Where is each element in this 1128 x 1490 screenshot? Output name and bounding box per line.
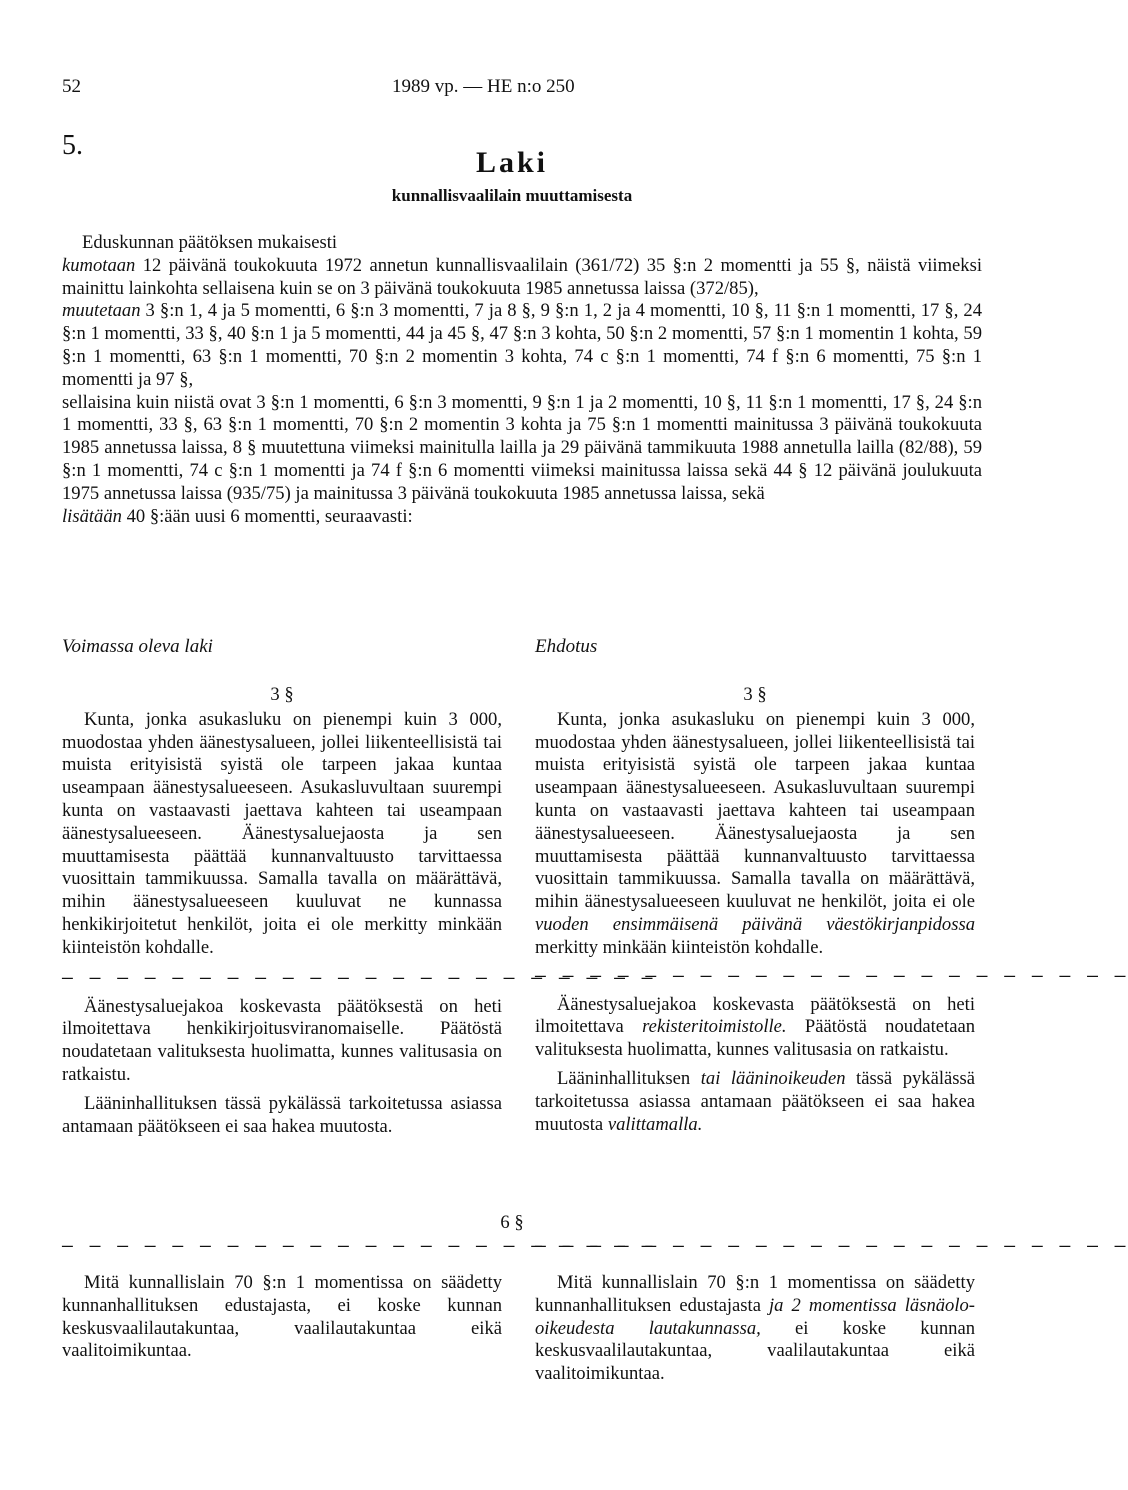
amend-clause xyxy=(62,300,982,391)
section-heading: 6 § xyxy=(500,1212,524,1233)
page-number: 52 xyxy=(62,76,81,97)
text: Kunta, jonka asukasluku on pienempi kuin 3 000, muodostaa yhden äänestysalueen, jollei liikenteellisistä tai muista erityisistä syistä ole tarpeen jakaa kuntaa useampaan äänestysalueeseen. Asukasluvultaan suurempi kunta on vastaavasti jaettava kahteen tai useampaan äänestysalueeseen. Äänestysaluejaosta ja sen muuttamisesta päättää kunnanvaltuusto tarvittaessa vuosittain tammikuussa. Samalla tavalla on määrättävä, mihin äänestysalueeseen kuuluvat ne henkilöt, joita ei ole xyxy=(535,708,975,913)
text: merkitty minkään kiinteistön kohdalle. xyxy=(535,936,824,958)
left-column-sec6 xyxy=(62,1236,656,1369)
amended-text: tai lääninoikeuden xyxy=(700,1067,846,1089)
omission-dashes: — — — — — — — — — — — — — — — — — — — — — — xyxy=(62,1237,656,1257)
law-subtitle: kunnallisvaalilain muuttamisesta xyxy=(391,186,633,205)
paragraph: Äänestysaluejakoa koskevasta päätöksestä on heti ilmoitettava henkikirjoitusviranomaiselle. Päätöstä noudatetaan valituksesta huolimatta, kunnes valitusasia on ratkaistu. xyxy=(62,995,502,1085)
right-column-heading: Ehdotus xyxy=(535,636,598,657)
section-heading: 3 § xyxy=(743,684,767,705)
omission-dashes: — — — — — — — — — — — — — — — — — — — — — — xyxy=(535,966,1128,987)
left-column-heading: Voimassa oleva laki xyxy=(62,636,213,657)
right-column-sec6 xyxy=(535,1236,1128,1392)
text: tässä pykälässä tarkoitetussa asiassa antamaan päätökseen ei saa hakea muutosta xyxy=(535,1067,975,1135)
omission-dashes: — — — — — — — — — — — — — — — — — — — — — — xyxy=(535,1237,1128,1257)
addition-keyword: lisätään xyxy=(62,505,122,527)
paragraph xyxy=(535,1272,975,1386)
repeal-keyword: kumotaan xyxy=(62,254,136,276)
amend-text: 3 §:n 1, 4 ja 5 momentti, 6 §:n 3 momentti, 7 ja 8 §, 9 §:n 1, 2 ja 4 momentti, 10 §, 11 §:n 1 momentti, 17 §, 24 §:n 1 momentti, 33 §, 40 §:n 1 ja 5 momentti, 44 ja 45 §, 47 §:n 3 kohta, 50 §:n 2 momentti, 57 §:n 1 momentin 1 kohta, 59 §:n 1 momentti, 63 §:n 1 momentti, 70 §:n 2 momentin 3 kohta, 74 c §:n 1 momentti, 74 f §:n 6 momentti, 75 §:n 1 momentti ja 97 §, xyxy=(62,300,982,390)
amended-text: valittamalla. xyxy=(607,1113,703,1135)
law-title: Laki xyxy=(475,146,549,179)
amend-keyword: muutetaan xyxy=(62,300,141,322)
enactment-clause xyxy=(62,232,982,528)
as-amended-clause: sellaisina kuin niistä ovat 3 §:n 1 momentti, 6 §:n 3 momentti, 9 §:n 1 ja 2 momentti, 10 §, 11 §:n 1 momentti, 17 §, 24 §:n 1 momentti, 33 §, 63 §:n 1 momentti, 70 §:n 2 momentin 3 kohta ja 75 §:n 1 momentti mainitussa 3 päivänä toukokuuta 1985 annetussa laissa, 8 § muutettuna viimeksi mainitulla lailla ja 29 päivänä tammikuuta 1988 annetulla lailla (82/88), 59 §:n 1 momentti, 74 c §:n 1 momentti ja 74 f §:n 6 momentti viimeksi mainitussa laissa sekä 44 § 12 päivänä joulukuuta 1975 annetussa laissa (935/75) ja mainitussa 3 päivänä toukokuuta 1985 annetussa laissa, sekä xyxy=(62,391,982,504)
document-reference: 1989 vp. — HE n:o 250 xyxy=(392,76,575,97)
paragraph: Mitä kunnallislain 70 §:n 1 momentissa on säädetty kunnanhallituksen edustajasta, ei koske kunnan keskusvaalilautakuntaa, vaalilautakuntaa eikä vaalitoimikuntaa. xyxy=(62,1272,502,1362)
addition-text: 40 §:ään uusi 6 momentti, seuraavasti: xyxy=(121,505,413,527)
amended-text: vuoden ensimmäisenä päivänä väestökirjanpidossa xyxy=(535,913,975,935)
section-heading: 3 § xyxy=(270,684,294,705)
amended-text: ja 2 momentissa läsnäolo-oikeudesta lautakunnassa, xyxy=(535,1294,975,1339)
text: Lääninhallituksen xyxy=(557,1067,701,1089)
addition-clause xyxy=(62,506,982,529)
paragraph: Lääninhallituksen tässä pykälässä tarkoitetussa asiassa antamaan päätökseen ei saa hakea muutosta. xyxy=(62,1092,502,1137)
text: Mitä kunnallislain 70 §:n 1 momentissa on säädetty kunnanhallituksen edustajasta xyxy=(535,1272,975,1316)
right-column-sec3 xyxy=(535,684,1128,1142)
omission-dashes: — — — — — — — — — — — — — — — — — — — — — — xyxy=(62,968,656,989)
section-number: 5. xyxy=(62,130,83,161)
paragraph: Kunta, jonka asukasluku on pienempi kuin 3 000, muodostaa yhden äänestysalueen, jollei liikenteellisistä tai muista erityisistä syistä ole tarpeen jakaa kuntaa useampaan äänestysalueeseen. Asukasluvultaan suurempi kunta on vastaavasti jaettava kahteen tai useampaan äänestysalueeseen. Äänestysaluejaosta ja sen muuttamisesta päättää kunnanvaltuusto tarvittaessa vuosittain tammikuussa. Samalla tavalla on määrättävä, mihin äänestysalueeseen kuuluvat ne kunnassa henkikirjoitetut henkilöt, joita ei ole merkitty minkään kiinteistön kohdalle. xyxy=(62,708,502,958)
paragraph xyxy=(535,709,975,960)
paragraph xyxy=(535,994,975,1062)
intro-line: Eduskunnan päätöksen mukaisesti xyxy=(82,232,338,253)
text: Päätöstä noudatetaan valituksesta huolimatta, kunnes valitusasia on ratkaistu. xyxy=(535,1016,975,1061)
paragraph xyxy=(535,1068,975,1136)
text: Äänestysaluejakoa koskevasta päätöksestä on heti ilmoitettava xyxy=(535,993,975,1038)
text: ei koske kunnan keskusvaalilautakuntaa, vaalilautakuntaa eikä vaalitoimikuntaa. xyxy=(535,1317,975,1385)
amended-text: rekisteritoimistolle. xyxy=(642,1016,787,1038)
repeal-text: 12 päivänä toukokuuta 1972 annetun kunnallisvaalilain (361/72) 35 §:n 2 momentti ja 55 §, näistä viimeksi mainittu lainkohta sellaisena kuin se on 3 päivänä toukokuuta 1985 annetussa laissa (372/85), xyxy=(62,254,982,299)
repeal-clause xyxy=(62,255,982,301)
